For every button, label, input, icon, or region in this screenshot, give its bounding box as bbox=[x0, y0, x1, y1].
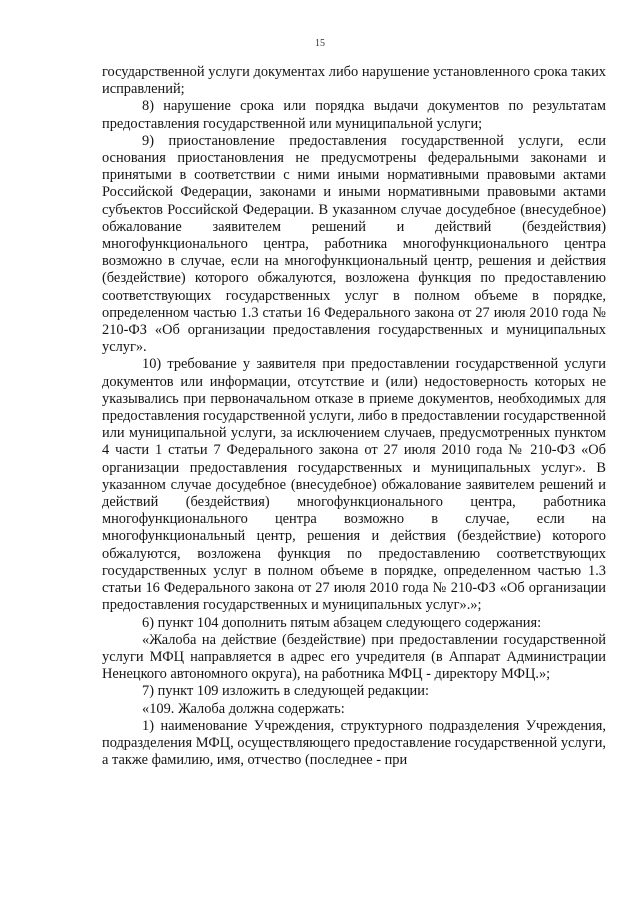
document-body bbox=[102, 64, 606, 769]
paragraph: государственной услуги документах либо нарушение установленного срока таких исправлений; bbox=[102, 64, 606, 98]
paragraph: «Жалоба на действие (бездействие) при предоставлении государственной услуги МФЦ направляется в адрес его учредителя (в Аппарат Администрации Ненецкого автономного округа), на работника МФЦ - директору МФЦ.»; bbox=[102, 631, 606, 683]
paragraph: 10) требование у заявителя при предоставлении государственной услуги документов или информации, отсутствие и (или) недостоверность которых не указывались при первоначальном отказе в приеме документов, необходимых для предоставления государственной услуги, либо в предоставлении государственной или муниципальной услуги, за исключением случаев, предусмотренных пунктом 4 части 1 статьи 7 Федерального закона от 27 июля 2010 года № 210-ФЗ «Об организации предоставления государственных и муниципальных услуг». В указанном случае досудебное (внесудебное) обжалование заявителем решений и действий (бездействия) многофункционального центра, работника многофункционального центра возможно в случае, если на многофункциональный центр, решения и действия (бездействие) которого обжалуются, возложена функция по предоставлению соответствующих государственных услуг в полном объеме в порядке, определенном частью 1.3 статьи 16 Федерального закона от 27 июля 2010 года № 210-ФЗ «Об организации предоставления государственных и муниципальных услуг».»; bbox=[102, 356, 606, 614]
paragraph: 1) наименование Учреждения, структурного подразделения Учреждения, подразделения МФЦ, осуществляющего предоставление государственной услуги, а также фамилию, имя, отчество (последнее - при bbox=[102, 717, 606, 769]
paragraph: 8) нарушение срока или порядка выдачи документов по результатам предоставления государственной или муниципальной услуги; bbox=[102, 98, 606, 132]
paragraph: «109. Жалоба должна содержать: bbox=[142, 700, 345, 717]
paragraph: 9) приостановление предоставления государственной услуги, если основания приостановления не предусмотрены федеральными законами и принятыми в соответствии с ними иными нормативными правовыми актами Российской Федерации, законами и иными нормативными правовыми актами субъектов Российской Федерации. В указанном случае досудебное (внесудебное) обжалование заявителем решений и действий (бездействия) многофункционального центра, работника многофункционального центра возможно в случае, если на многофункциональный центр, решения и действия (бездействие) которого обжалуются, возложена функция по предоставлению соответствующих государственных услуг в полном объеме в порядке, определенном частью 1.3 статьи 16 Федерального закона от 27 июля 2010 года № 210-ФЗ «Об организации предоставления государственных и муниципальных услуг». bbox=[102, 132, 606, 356]
page-number: 15 bbox=[315, 38, 325, 49]
paragraph: 7) пункт 109 изложить в следующей редакции: bbox=[142, 683, 429, 700]
paragraph: 6) пункт 104 дополнить пятым абзацем следующего содержания: bbox=[142, 614, 542, 631]
